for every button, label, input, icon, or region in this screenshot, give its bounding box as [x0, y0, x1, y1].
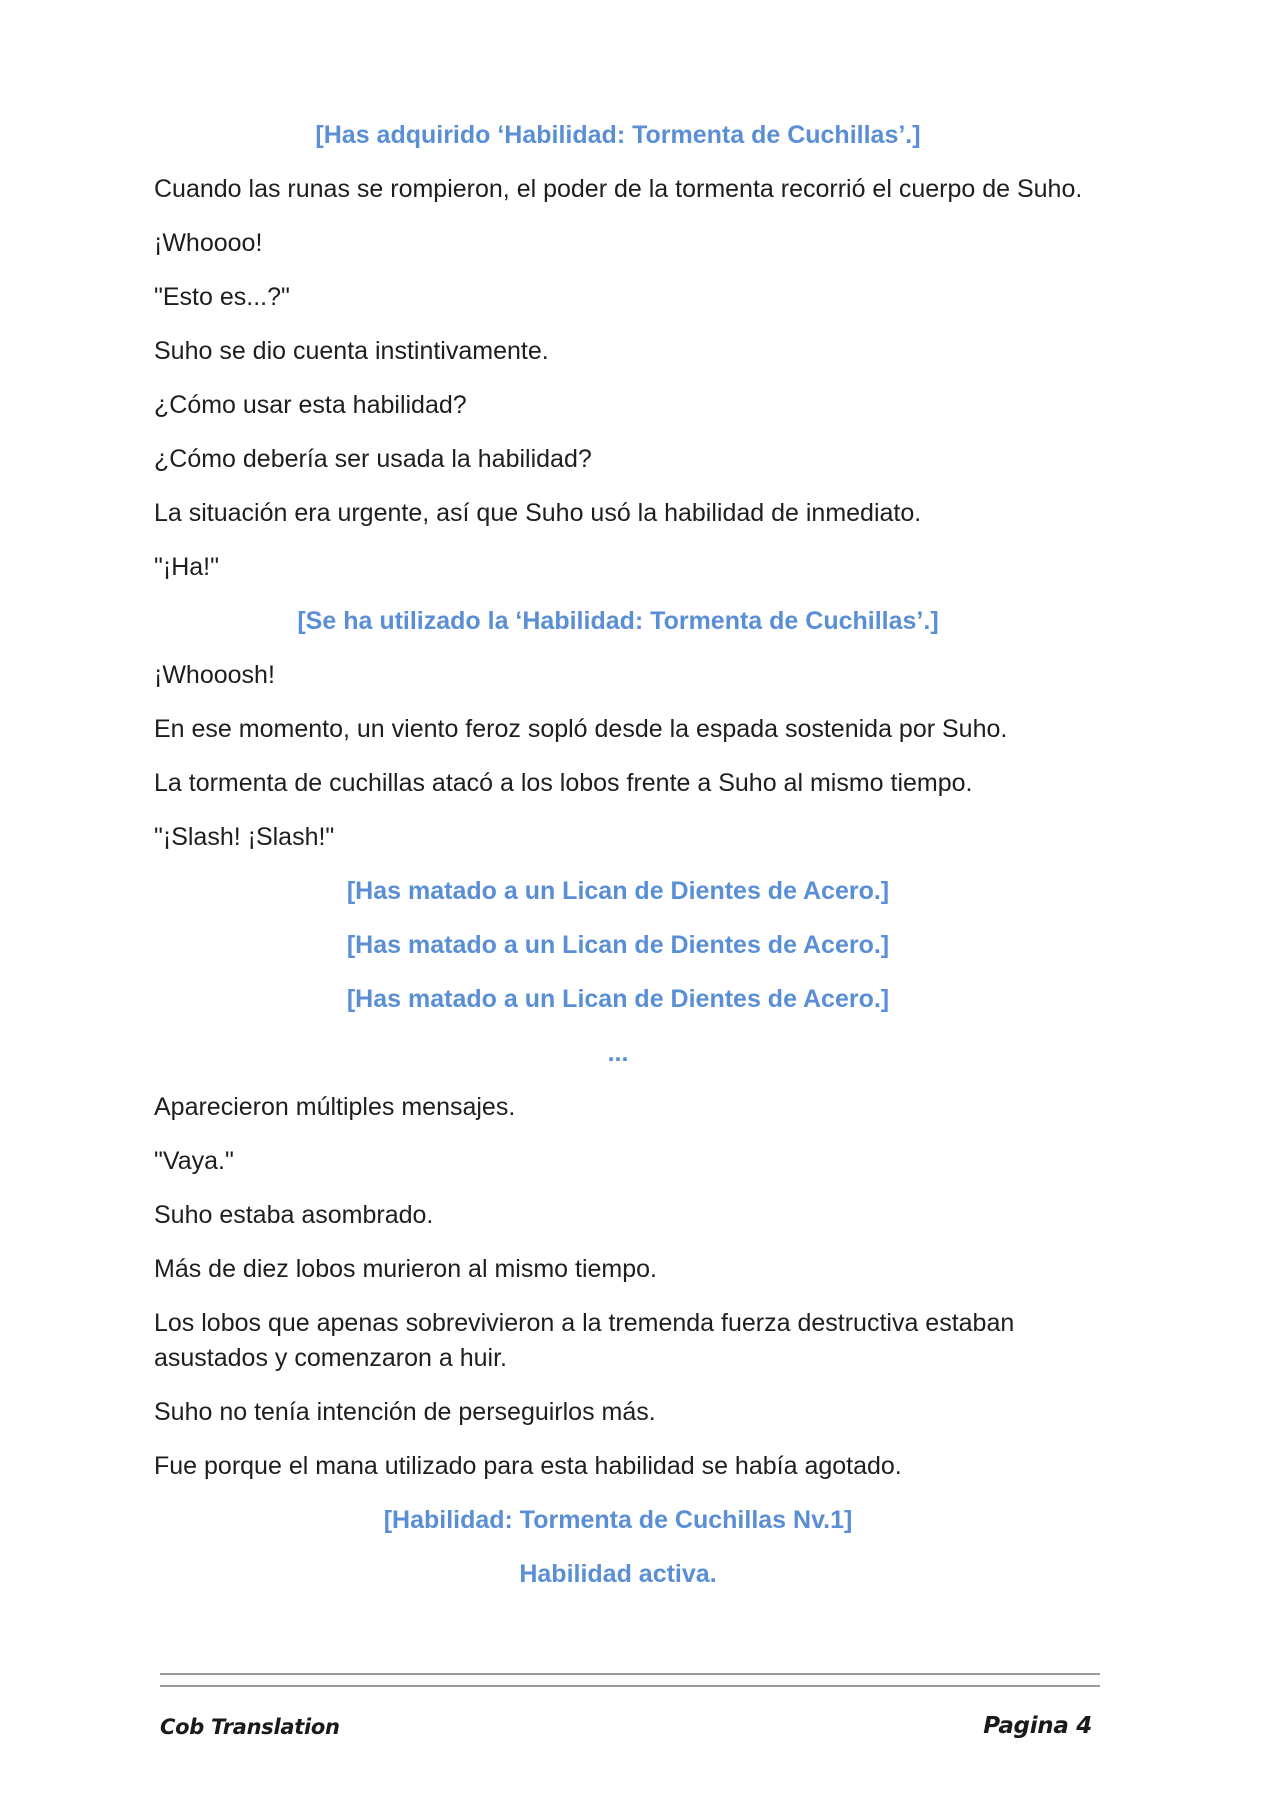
paragraph: "¡Slash! ¡Slash!": [154, 823, 335, 851]
paragraph: Los lobos que apenas sobrevivieron a la tremenda fuerza destructiva estaban asustados y comenzaron a huir.: [154, 1309, 1015, 1372]
paragraph: ¿Cómo usar esta habilidad?: [154, 391, 467, 419]
paragraph: En ese momento, un viento feroz sopló desde la espada sostenida por Suho.: [154, 715, 1008, 743]
system-message: [Has matado a un Lican de Dientes de Acero.]: [346, 931, 890, 959]
paragraph: "¡Ha!": [154, 553, 219, 581]
paragraph: Más de diez lobos murieron al mismo tiempo.: [154, 1255, 657, 1283]
paragraph: ¡Whooosh!: [154, 661, 275, 689]
system-message: [Has matado a un Lican de Dientes de Acero.]: [346, 985, 890, 1013]
paragraph: La situación era urgente, así que Suho usó la habilidad de inmediato.: [154, 499, 922, 527]
paragraph: Suho estaba asombrado.: [154, 1201, 434, 1229]
paragraph: Fue porque el mana utilizado para esta habilidad se había agotado.: [154, 1452, 902, 1480]
paragraph: Cuando las runas se rompieron, el poder de la tormenta recorrió el cuerpo de Suho.: [154, 175, 1083, 203]
footer-divider-top: [160, 1673, 1100, 1675]
system-message: [Has adquirido ‘Habilidad: Tormenta de Cuchillas’.]: [315, 121, 921, 149]
paragraph: Suho no tenía intención de perseguirlos más.: [154, 1398, 656, 1426]
system-message: [Habilidad: Tormenta de Cuchillas Nv.1]: [383, 1506, 853, 1534]
footer-divider-bottom: [160, 1685, 1100, 1687]
paragraph: Aparecieron múltiples mensajes.: [154, 1093, 516, 1121]
page-number: Pagina 4: [983, 1713, 1092, 1739]
paragraph: La tormenta de cuchillas atacó a los lobos frente a Suho al mismo tiempo.: [154, 769, 973, 797]
ellipsis-marker: ...: [607, 1039, 629, 1067]
footer-credit: Cob Translation: [160, 1715, 340, 1739]
paragraph: "Esto es...?": [154, 283, 290, 311]
page-content: [154, 118, 1090, 1611]
system-message: [Se ha utilizado la ‘Habilidad: Tormenta de Cuchillas’.]: [297, 607, 939, 635]
system-message: Habilidad activa.: [519, 1560, 717, 1588]
paragraph: "Vaya.": [154, 1147, 234, 1175]
paragraph: ¡Whoooo!: [154, 229, 263, 257]
paragraph: Suho se dio cuenta instintivamente.: [154, 337, 549, 365]
paragraph: ¿Cómo debería ser usada la habilidad?: [154, 445, 592, 473]
system-message: [Has matado a un Lican de Dientes de Acero.]: [346, 877, 890, 905]
